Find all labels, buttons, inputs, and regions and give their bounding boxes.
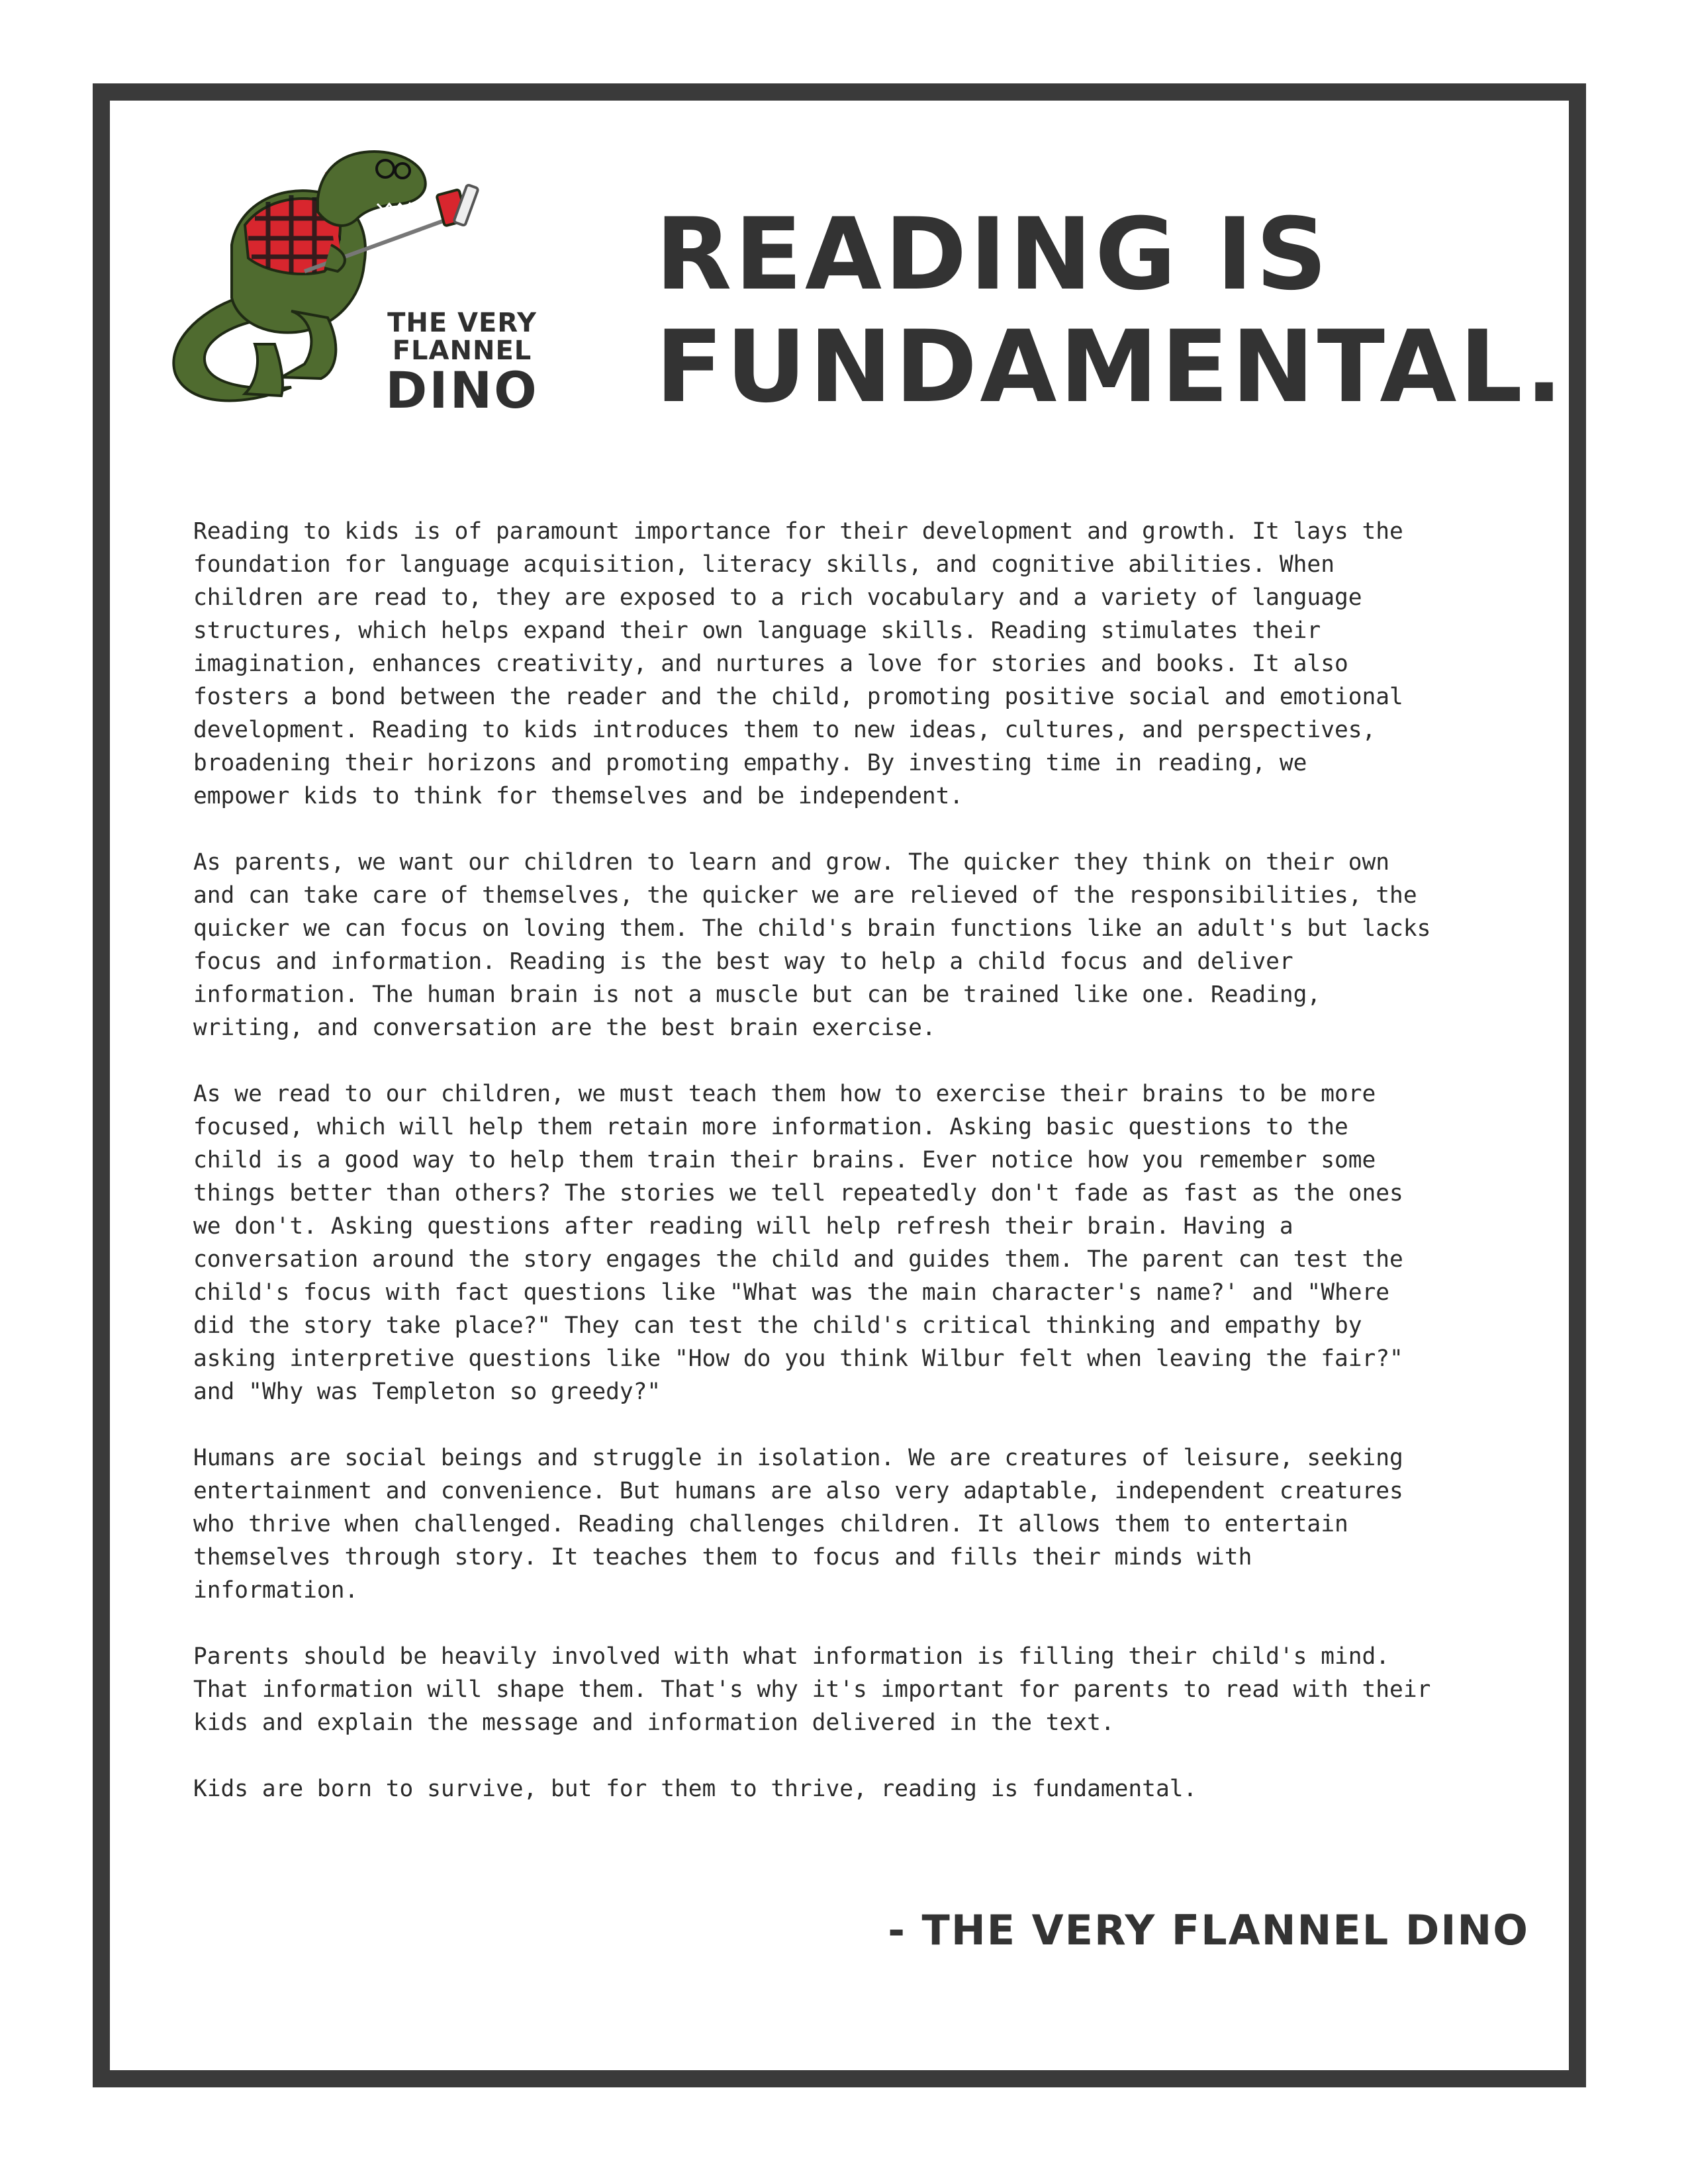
- paragraph: As parents, we want our children to learn and grow. The quicker they think on their own and can take care of themselves, the quicker we are relieved of the responsibilities, the quicker we can focus on loving them. The child's brain functions like an adult's but lacks focus and information. Reading is the best way to help a child focus and deliver information. The human brain is not a muscle but can be trained like one. Reading, writing, and conversation are the best brain exercise.: [193, 849, 1431, 1041]
- paragraph: Parents should be heavily involved with what information is filling their child's mind. That information will shape them. That's why it's important for parents to read with their kids and explain the message and information delivered in the text.: [193, 1643, 1431, 1736]
- paragraph: Kids are born to survive, but for them to thrive, reading is fundamental.: [193, 1776, 1197, 1802]
- logo-line-1: THE VERY: [387, 308, 537, 338]
- paragraph: Reading to kids is of paramount importance for their development and growth. It lays the foundation for language acquisition, literacy skills, and cognitive abilities. When children are read to, they are exposed to a rich vocabulary and a variety of language structures, which helps expand their own language skills. Reading stimulates their imagination, enhances creativity, and nurtures a love for stories and books. It also fosters a bond between the reader and the child, promoting positive social and emotional development. Reading to kids introduces them to new ideas, cultures, and perspectives, broadening their horizons and promoting empathy. By investing time in reading, we empower kids to think for themselves and be independent.: [193, 518, 1403, 809]
- logo-line-3: DINO: [385, 361, 539, 420]
- flannel-dino-logo: [139, 146, 549, 424]
- paragraph: As we read to our children, we must teach them how to exercise their brains to be more focused, which will help them retain more information. Asking basic questions to the child is a good way to help them train their brains. Ever notice how you remember some things better than others? The stories we tell repeatedly don't fade as fast as the ones we don't. Asking questions after reading will help refresh their brain. Having a conversation around the story engages the child and guides them. The parent can test the child's focus with fact questions like "What was the main character's name?' and "Where did the story take place?" They can test the child's critical thinking and empathy by asking interpretive questions like "How do you think Wilbur felt when leaving the fair?" and "Why was Templeton so greedy?": [193, 1081, 1403, 1405]
- signature: - THE VERY FLANNEL DINO: [888, 1906, 1529, 1954]
- logo-wordmark: [383, 308, 541, 420]
- paragraph: Humans are social beings and struggle in isolation. We are creatures of leisure, seeking entertainment and convenience. But humans are also very adaptable, independent creatures who thrive when challenged. Reading challenges children. It allows them to entertain themselves through story. It teaches them to focus and fills their minds with information.: [193, 1445, 1403, 1604]
- article-body: [193, 515, 1504, 1839]
- page-title: READING IS FUNDAMENTAL.: [655, 197, 1566, 425]
- logo-line-2: FLANNEL: [392, 336, 532, 366]
